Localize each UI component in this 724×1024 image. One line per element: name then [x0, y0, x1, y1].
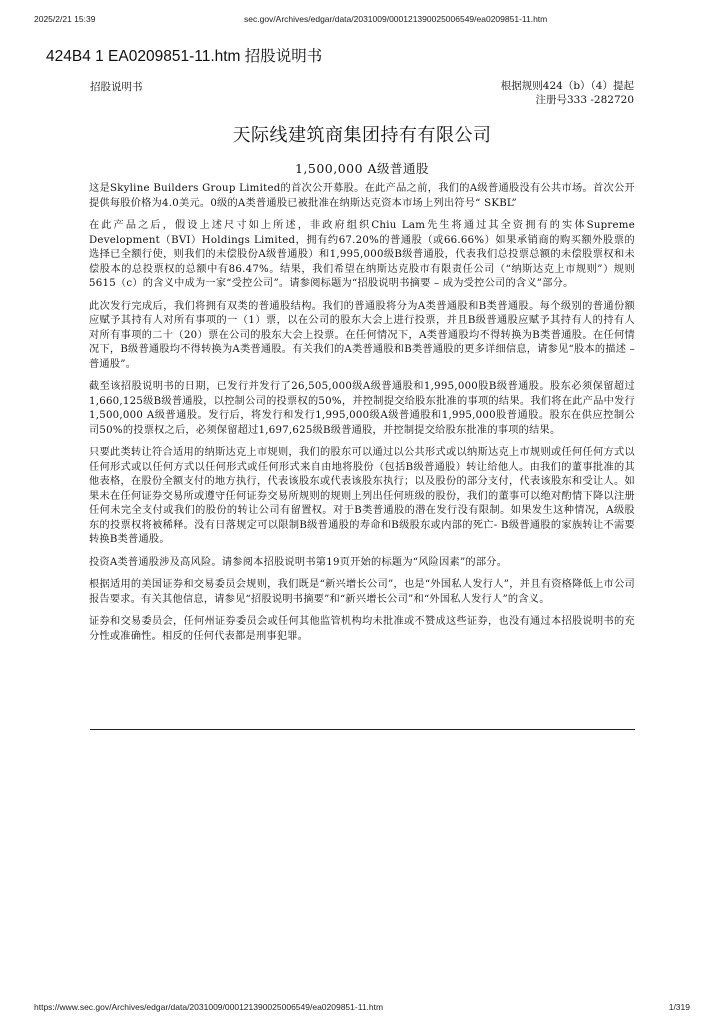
prospectus-body — [89, 182, 635, 652]
browser-print-header — [34, 14, 690, 26]
company-name: 天际线建筑商集团持有有限公司 — [232, 125, 492, 146]
print-datetime: 2025/2/21 15:39 — [34, 14, 96, 24]
paragraph-risk-factors: 投资A类普通股涉及高风险。请参阅本招股说明书第19页开始的标题为“风险因素”的部分。 — [89, 556, 508, 568]
registration-number: 注册号333 -282720 — [535, 94, 634, 106]
page-indicator: 1/319 — [668, 1002, 690, 1012]
print-footer-url[interactable]: https://www.sec.gov/Archives/edgar/data/2031009/000121390025006549/ea0209851-11.htm — [34, 1002, 384, 1012]
browser-print-footer — [34, 1002, 690, 1014]
filing-reference — [501, 79, 634, 107]
section-divider — [90, 729, 635, 730]
paragraph-emerging-growth: 根据适用的美国证券和交易委员会规则，我们既是“新兴增长公司”，也是“外国私人发行人”，并且有资格降低上市公司报告要求。有关其他信息，请参见“招股说明书摘要”和“新兴增长公司”和“外国私人发行人”的含义。 — [89, 579, 635, 605]
print-header-url: sec.gov/Archives/edgar/data/2031009/000121390025006549/ea0209851-11.htm — [244, 14, 548, 24]
paragraph-controlling-shareholder: 在此产品之后，假设上述尺寸如上所述，非政府组织Chiu Lam先生将通过其全资拥有的实体Supreme Development（BVI）Holdings Limited，拥有约67.20%的普通股（或66.66%）如果承销商的购买额外股票的选择已全额行使，则我们的未偿股份A级普通股）和1,995,000级B级普通股，代表我们总投票总额的未偿股票权和未偿股本的总投票权的总额中有86.47%。结果，我们希望在纳斯达克股市有限责任公司（“纳斯达克上市规则”）规则5615（c）的含义中成为一家“受控公司”。请参阅标题为“招股说明书摘要 – 成为受控公司的含义”部分。 — [89, 220, 635, 289]
paragraph-share-transfer: 只要此类转让符合适用的纳斯达克上市规则，我们的股东可以通过以公共形式或以纳斯达克上市规则或任何任何方式以任何形式或以任何方式以任何形式或任何形式来自由地将股份（包括B级普通股）转让给他人。由我们的董事批准的其他表格，在股份全额支付的地方执行，代表该股东或代表该股东执行；以及股份的部分支付，代表该股东和受让人。如果未在任何证券交易所或遵守任何证券交易所规则的规则上列出任何班级的股份，我们的董事可以绝对酌情下降以注册任何未完全支付或我们的股份的转让公司有留置权。对于B类普通股的潜在发行没有限制。如果发生这种情况，A级股东的投票权将被稀释。没有日落规定可以限制B级普通股的寿命和B级股东或内部的死亡- B级普通股的家族转让不需要转换B类普通股。 — [89, 447, 635, 545]
paragraph-sec-disclaimer: 证券和交易委员会，任何州证券委员会或任何其他监管机构均未批准或不赞成这些证券，也没有通过本招股说明书的充分性或准确性。相反的任何代表都是刑事犯罪。 — [89, 616, 635, 642]
offering-title: 1,500,000 A级普通股 — [294, 161, 430, 176]
paragraph-shares-outstanding: 截至该招股说明书的日期，已发行并发行了26,505,000级A级普通股和1,995,000股B级普通股。股东必须保留超过1,660,125级B级普通股，以控制公司的投票权的50%，并控制提交给股东批准的事项的结果。我们将在此产品中发行1,500,000 A级普通股。发行后，将发行和发行1,995,000级A级普通股和1,995,000股普通股。股东在供应控制公司50%的投票权之后，必须保留超过1,697,625级B级普通股，并控制提交给股东批准的事项的结果。 — [89, 381, 635, 436]
rule-reference: 根据规则424（b）（4）提起 — [500, 80, 634, 92]
paragraph-dual-class: 此次发行完成后，我们将拥有双类的普通股结构。我们的普通股将分为A类普通股和B类普通股。每个级别的普通份额应赋予其持有人对所有事项的一（1）票，以在公司的股东大会上进行投票，并且B级普通股应赋予其持有人的持有人对所有事项的二十（20）票在公司的股东大会上投票。在任何情况下，A类普通股均不得转换为B类普通股。在任何情况下，B级普通股均不得转换为A类普通股。有关我们的A类普通股和B类普通股的更多详细信息，请参见“股本的描述 – 普通股”。 — [89, 300, 635, 370]
paragraph-ipo-intro: 这是Skyline Builders Group Limited的首次公开募股。在此产品之前，我们的A级普通股没有公共市场。首次公开提供每股价格为4.0美元。0级的A类普通股已被批准在纳斯达克资本市场上列出符号“ SKBL” — [89, 183, 635, 209]
doc-type-label: 招股说明书 — [90, 81, 143, 93]
document-file-title: 424B4 1 EA0209851-11.htm 招股说明书 — [46, 48, 323, 65]
